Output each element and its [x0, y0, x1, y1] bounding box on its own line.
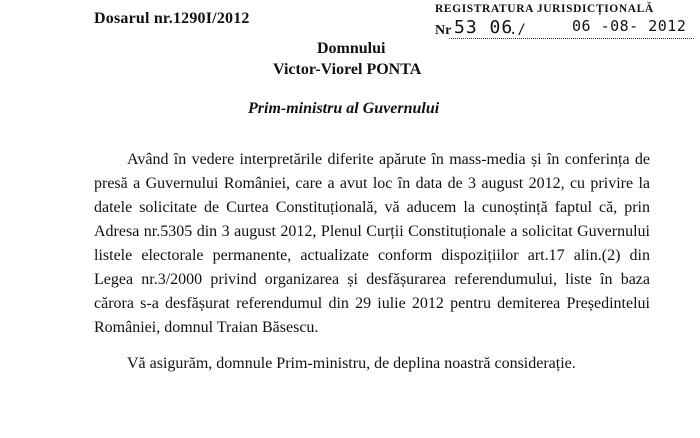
case-number: Dosarul nr.1290I/2012 [94, 10, 250, 27]
closing-paragraph: Vă asigurăm, domnule Prim-ministru, de deplina noastră considerație. [127, 355, 576, 372]
registry-stamp [435, 0, 700, 48]
stamp-dotted-line [449, 38, 694, 39]
stamp-nr-label: Nr [435, 23, 452, 38]
stamp-separator: ./ [509, 22, 526, 38]
stamp-date: 06 -08- 2012 [572, 17, 687, 35]
salutation: Domnului [317, 40, 386, 57]
recipient-role: Prim-ministru al Guvernului [248, 100, 440, 117]
body-paragraph: Având în vedere interpretările diferite apărute în mass-media și în conferința de presă a Guvernului României, care a avut loc în data de 3 august 2012, cu privire la datele solicitate de Curtea Constituțională, vă aducem la cunoștință faptul că, prin Adresa nr.5305 din 3 august 2012, Plenul Curții Constituționale a solicitat Guvernului listele electorale permanente, actualizate conform dispozițiilor art.17 alin.(2) din Legea nr.3/2000 privind organizarea și desfășurarea referendumului, liste în baza cărora s-a desfășurat referendumul din 29 iulie 2012 pentru demiterea Președintelui României, domnul Traian Băsescu. [94, 151, 650, 336]
stamp-title: REGISTRATURA JURISDICȚIONALĂ [435, 3, 654, 15]
stamp-registration-number: 53 06 [454, 17, 514, 38]
recipient-name: Victor-Viorel PONTA [273, 61, 422, 78]
letter-body [94, 148, 650, 376]
